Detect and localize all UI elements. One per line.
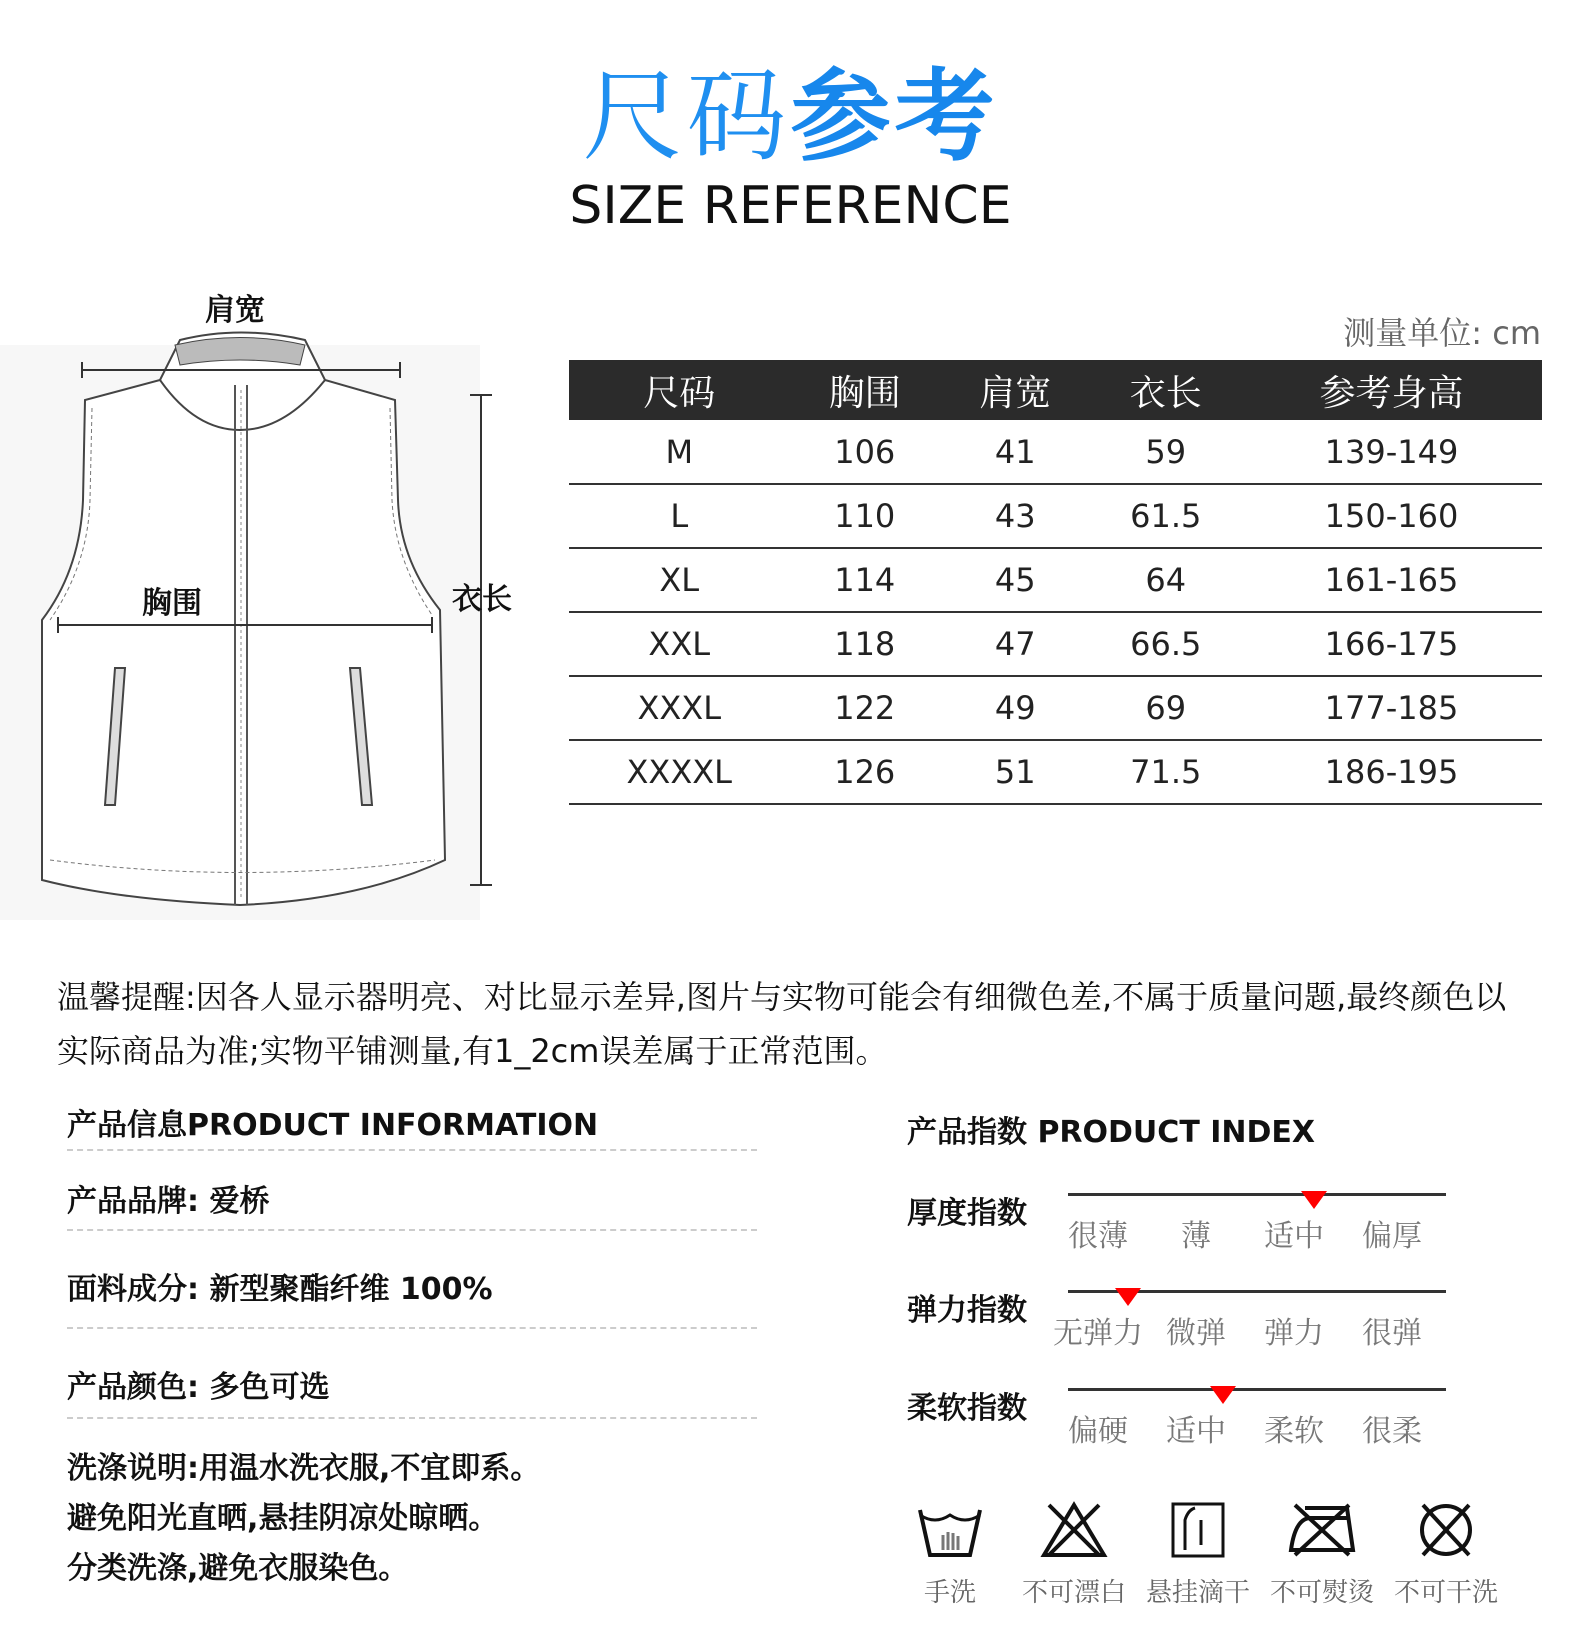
index-marker (1301, 1191, 1327, 1209)
divider (67, 1327, 757, 1329)
info-fabric: 面料成分: 新型聚酯纤维 100% (67, 1272, 493, 1307)
no-dry-clean-icon (1411, 1500, 1481, 1560)
col-height: 参考身高 (1241, 360, 1542, 420)
cell-height: 177-185 (1241, 676, 1542, 740)
care-no-bleach (1019, 1500, 1129, 1609)
cell-shoulder: 51 (940, 740, 1091, 804)
vest-diagram (0, 300, 520, 930)
hand-wash-icon (915, 1500, 985, 1560)
cell-length: 66.5 (1091, 612, 1242, 676)
cell-shoulder: 43 (940, 484, 1091, 548)
index-label: 厚度指数 (907, 1196, 1027, 1231)
title-part1: 尺码 (582, 58, 791, 175)
care-label: 不可干洗 (1393, 1578, 1498, 1608)
divider (67, 1417, 757, 1419)
cell-length: 64 (1091, 548, 1242, 612)
cell-chest: 122 (790, 676, 941, 740)
drip-dry-icon (1163, 1500, 1233, 1560)
cell-height: 139-149 (1241, 420, 1542, 484)
care-no-dry-clean (1391, 1500, 1501, 1609)
index-option: 薄 (1181, 1219, 1211, 1254)
cell-chest: 126 (790, 740, 941, 804)
index-scale (1068, 1193, 1446, 1196)
info-color: 产品颜色: 多色可选 (67, 1370, 330, 1405)
wash-line: 洗涤说明:用温水洗衣服,不宜即系。 (67, 1451, 541, 1486)
no-iron-icon (1287, 1500, 1357, 1560)
cell-height: 161-165 (1241, 548, 1542, 612)
index-scale (1068, 1388, 1446, 1391)
info-brand: 产品品牌: 爱桥 (67, 1184, 270, 1219)
index-option: 偏硬 (1068, 1414, 1128, 1449)
cell-length: 59 (1091, 420, 1242, 484)
index-option: 很柔 (1362, 1414, 1422, 1449)
care-drip-dry (1143, 1500, 1253, 1609)
cell-height: 166-175 (1241, 612, 1542, 676)
title-part2: 参考 (790, 58, 999, 175)
page-title (0, 58, 1581, 175)
length-label: 衣长 (452, 582, 512, 617)
col-size: 尺码 (569, 360, 790, 420)
cell-size: XXXXL (569, 740, 790, 804)
index-option: 无弹力 (1053, 1316, 1143, 1351)
index-option: 微弹 (1166, 1316, 1226, 1351)
care-label: 不可熨烫 (1269, 1578, 1374, 1608)
wash-line: 避免阳光直晒,悬挂阴凉处晾晒。 (67, 1501, 499, 1536)
cell-chest: 110 (790, 484, 941, 548)
cell-shoulder: 45 (940, 548, 1091, 612)
table-row (569, 676, 1542, 740)
care-hand-wash (895, 1500, 1005, 1609)
cell-height: 186-195 (1241, 740, 1542, 804)
index-option: 很弹 (1362, 1316, 1422, 1351)
col-shoulder: 肩宽 (940, 360, 1091, 420)
index-option: 柔软 (1264, 1414, 1324, 1449)
cell-size: L (569, 484, 790, 548)
wash-line: 分类洗涤,避免衣服染色。 (67, 1551, 409, 1586)
table-row (569, 548, 1542, 612)
table-row (569, 612, 1542, 676)
col-chest: 胸围 (790, 360, 941, 420)
care-label: 手洗 (923, 1578, 976, 1608)
cell-length: 71.5 (1091, 740, 1242, 804)
unit-label: 测量单位: cm (1343, 314, 1541, 352)
cell-shoulder: 47 (940, 612, 1091, 676)
cell-shoulder: 49 (940, 676, 1091, 740)
cell-length: 61.5 (1091, 484, 1242, 548)
divider (67, 1229, 757, 1231)
info-heading: 产品信息PRODUCT INFORMATION (67, 1108, 599, 1143)
index-option: 偏厚 (1362, 1219, 1422, 1254)
index-heading: 产品指数 PRODUCT INDEX (907, 1115, 1316, 1150)
care-no-iron (1267, 1500, 1377, 1609)
index-option: 适中 (1166, 1414, 1226, 1449)
cell-size: M (569, 420, 790, 484)
cell-shoulder: 41 (940, 420, 1091, 484)
table-row (569, 420, 1542, 484)
cell-size: XXXL (569, 676, 790, 740)
subtitle: SIZE REFERENCE (569, 176, 1012, 236)
cell-length: 69 (1091, 676, 1242, 740)
table-row (569, 484, 1542, 548)
chest-label: 胸围 (142, 586, 202, 621)
cell-chest: 118 (790, 612, 941, 676)
cell-chest: 106 (790, 420, 941, 484)
care-label: 不可漂白 (1021, 1578, 1126, 1608)
table-header (569, 360, 1542, 420)
index-marker (1210, 1386, 1236, 1404)
divider (67, 1149, 757, 1151)
index-marker (1115, 1288, 1141, 1306)
cell-size: XL (569, 548, 790, 612)
size-table (569, 360, 1542, 805)
index-option: 弹力 (1264, 1316, 1324, 1351)
notice-text: 温馨提醒:因各人显示器明亮、对比显示差异,图片与实物可能会有细微色差,不属于质量问题,最终颜色以实际商品为准;实物平铺测量,有1_2cm误差属于正常范围。 (57, 978, 1507, 1070)
cell-size: XXL (569, 612, 790, 676)
info-wash (67, 1444, 757, 1594)
cell-height: 150-160 (1241, 484, 1542, 548)
care-icons (895, 1500, 1501, 1609)
col-length: 衣长 (1091, 360, 1242, 420)
index-option: 适中 (1264, 1219, 1324, 1254)
index-label: 柔软指数 (907, 1391, 1027, 1426)
shoulder-label: 肩宽 (205, 293, 265, 328)
index-option: 很薄 (1068, 1219, 1128, 1254)
cell-chest: 114 (790, 548, 941, 612)
table-row (569, 740, 1542, 804)
index-label: 弹力指数 (907, 1293, 1027, 1328)
no-bleach-icon (1039, 1500, 1109, 1560)
care-label: 悬挂滴干 (1145, 1578, 1250, 1608)
